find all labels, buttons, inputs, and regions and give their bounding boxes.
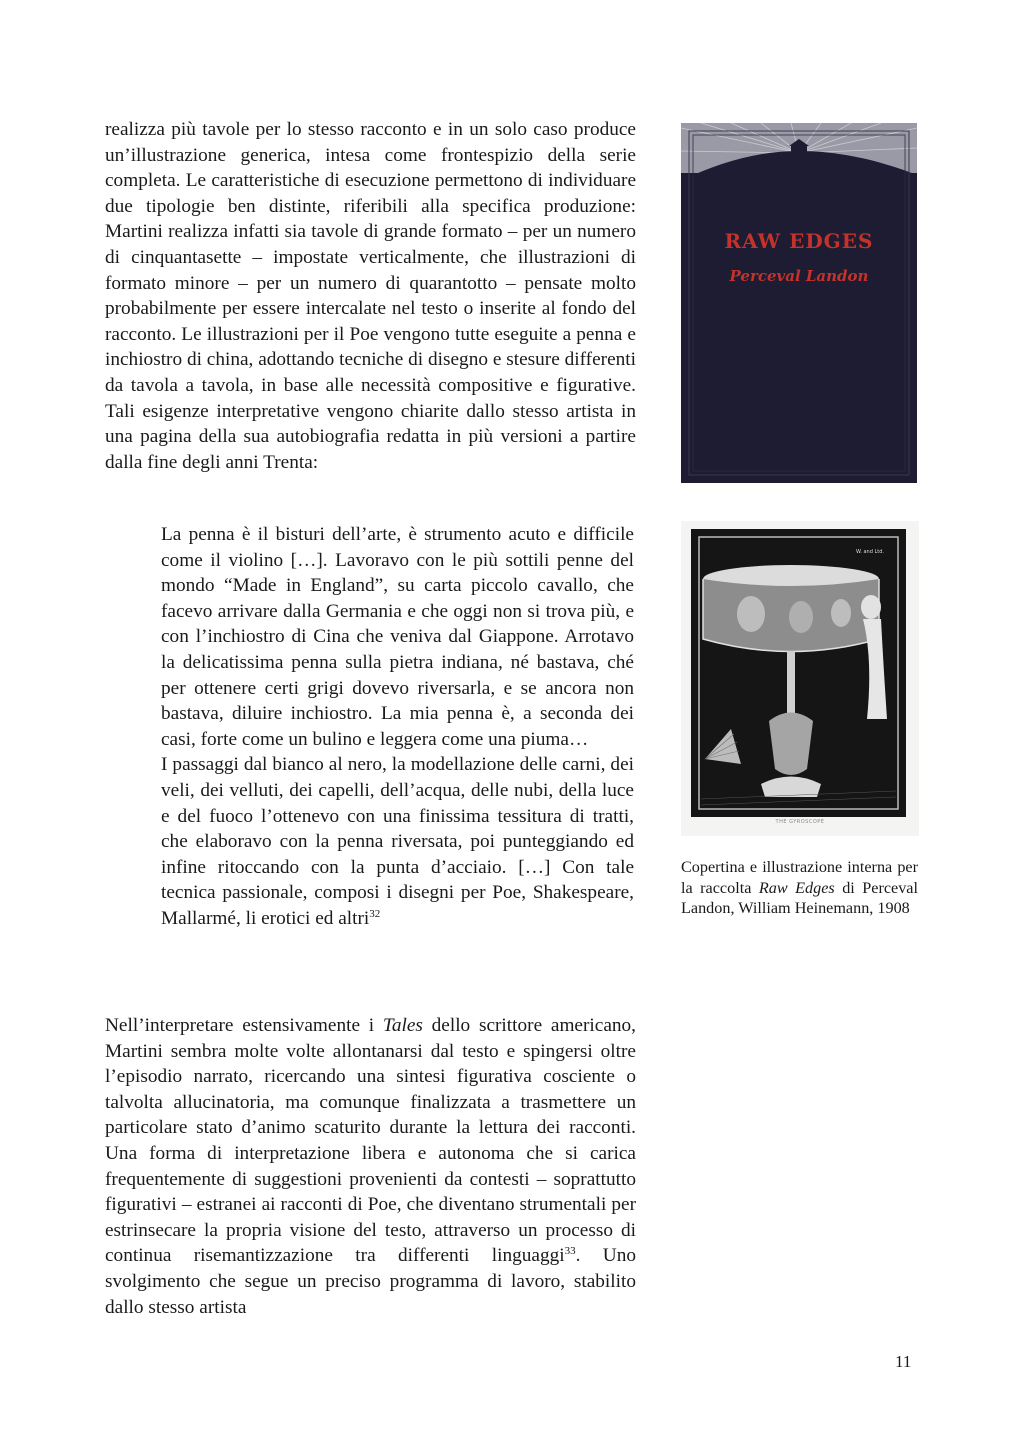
illustration-mark: W. and Ltd. — [855, 549, 884, 555]
paragraph-text-segment: . Uno svolgimento che segue un preciso programma di lavoro, stabilito dallo stesso artista — [105, 1245, 636, 1318]
paragraph-text: realizza più tavole per lo stesso racconto e in un solo caso produce un’illustrazione generica, intesa come frontespizio della serie completa. Le caratteristiche di esecuzione permettono di individuare due tipologie ben distinte, riferibili alla specifica produzione: Martini realizza infatti sia tavole di grande formato – per un numero di cinquantasette – impostate verticalmente, che illustrazioni di formato minore – per un numero di quarantotto – pensate molto probabilmente per essere intercalate nel testo o inserite al fondo del racconto. Le illustrazioni per il Poe vengono tutte eseguite a penna e inchiostro di china, adottando tecniche di disegno e stesure differenti da tavola a tavola, in base alle necessità compositive e figurative. Tali esigenze interpretative vengono chiarite dallo stesso artista in una pagina della sua autobiografia redatta in più versioni a partire dalla fine degli anni Trenta: — [105, 119, 636, 473]
body-paragraph-1 — [105, 117, 636, 475]
quote-part-2-text: I passaggi dal bianco al nero, la modellazione delle carni, dei veli, dei velluti, dei capelli, dell’acqua, delle nubi, della luce e del fuoco l’ottenevo con una finissima tessitura di tratti, che elaboravo con la penna riversata, poi punteggiando ed infine ritoccando con la punta d’acciaio. […] Con tale tecnica passionale, composi i disegni per Poe, Shakespeare, Mallarmé, li erotici ed altri — [161, 754, 634, 929]
book-cover-image — [681, 123, 917, 483]
illustration-artwork — [691, 529, 906, 817]
caption-text: Copertina e illustrazione interna per la raccolta — [681, 858, 918, 897]
illustration-credit: THE GYROSCOPE — [775, 819, 825, 825]
paragraph-text-segment: dello scrittore americano, Martini sembra molte volte allontanarsi dal testo e spingersi oltre l’episodio narrato, ricercando una sintesi figurativa cosciente o talvolta allucinatoria, ma comunque finalizzata a trasmettere un particolare stato d’animo scaturito durante la lettura dei racconti. Una forma di interpretazione libera e autonoma che si carica frequentemente di suggestioni provenienti da contesti – soprattutto figurativi – estranei ai racconti di Poe, che diventano strumentali per estrinsecare la propria visione del testo, attraverso un processo di continua risemantizzazione tra differenti linguaggi — [105, 1015, 636, 1267]
body-paragraph-2 — [105, 1013, 636, 1320]
paragraph-text-segment: Nell’interpretare estensivamente i — [105, 1015, 383, 1036]
caption-text: di Perceval Landon, William Heinemann, 1908 — [681, 878, 918, 917]
footnote-reference: 32 — [369, 907, 381, 920]
illustration-frame — [691, 529, 906, 817]
footnote-reference: 33 — [564, 1245, 576, 1258]
block-quote — [161, 522, 634, 932]
paragraph-text — [105, 1013, 636, 1320]
cover-title: RAW EDGES — [724, 229, 874, 253]
interior-illustration — [681, 521, 919, 836]
figure-caption — [681, 857, 918, 919]
cover-artwork — [681, 123, 917, 483]
italic-title: Tales — [382, 1015, 423, 1036]
cover-author: Perceval Landon — [729, 267, 869, 285]
quote-part-1: La penna è il bisturi dell’arte, è strumento acuto e difficile come il violino […]. Lavoravo con le più sottili penne del mondo “Made in England”, su carta piccolo cavallo, che facevo arrivare dalla Germania e che oggi non si trova più, e con l’inchiostro di Cina che veniva dal Giappone. Arrotavo la delicatissima penna sulla pietra indiana, né bastava, ché per ottenere certi grigi dovevo riversarla, e se ancora non bastava, diluire inchiostro. La mia penna è, a seconda dei casi, forte come un bulino e leggera come una piuma… — [161, 524, 634, 750]
page-number: 11 — [895, 1352, 912, 1371]
caption-italic-title: Raw Edges — [758, 878, 835, 897]
quote-part-2 — [161, 752, 634, 931]
